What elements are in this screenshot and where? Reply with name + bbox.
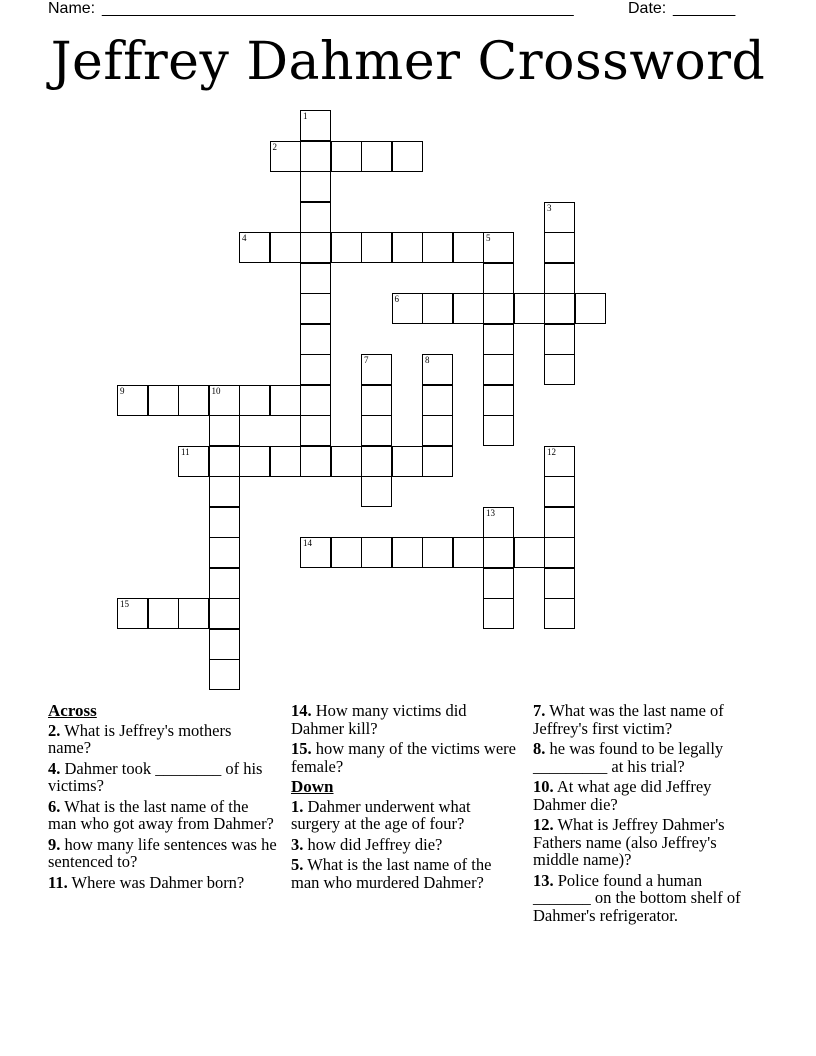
clue-num: 8. xyxy=(533,739,546,758)
grid-cell[interactable] xyxy=(361,415,392,446)
grid-cell[interactable] xyxy=(392,232,423,263)
clue-num: 1. xyxy=(291,796,304,816)
grid-cell[interactable] xyxy=(361,232,392,263)
grid-cell[interactable] xyxy=(422,354,453,385)
grid-cell[interactable] xyxy=(422,537,453,568)
grid-cell[interactable] xyxy=(300,171,331,202)
grid-cell[interactable] xyxy=(209,629,240,660)
clue xyxy=(533,702,763,737)
grid-cell[interactable] xyxy=(483,263,514,294)
clues-column-3 xyxy=(533,702,763,927)
clue xyxy=(48,760,278,795)
clue-text: How many victims did Dahmer kill? xyxy=(291,701,467,738)
grid-cell[interactable] xyxy=(361,537,392,568)
grid-cell[interactable] xyxy=(483,507,514,538)
clue xyxy=(48,722,278,757)
grid-cell[interactable] xyxy=(209,415,240,446)
grid-cell[interactable] xyxy=(178,598,209,629)
clue-text: how many of the victims were female? xyxy=(291,739,516,776)
grid-cell[interactable] xyxy=(270,385,301,416)
clue-number: 2 xyxy=(272,141,277,152)
grid-cell[interactable] xyxy=(392,141,423,172)
grid-cell[interactable] xyxy=(453,293,484,324)
clue-num: 13. xyxy=(533,870,554,890)
grid-cell[interactable] xyxy=(544,507,575,538)
grid-cell[interactable] xyxy=(209,537,240,568)
clue-text: What is Jeffrey's mothers name? xyxy=(48,720,232,757)
grid-cell[interactable] xyxy=(544,232,575,263)
clue-number: 11 xyxy=(181,446,190,457)
grid-cell[interactable] xyxy=(544,537,575,568)
grid-cell[interactable] xyxy=(300,293,331,324)
clue-number: 14 xyxy=(303,538,312,548)
grid-cell[interactable] xyxy=(331,232,362,263)
grid-cell[interactable] xyxy=(483,385,514,416)
date-blank[interactable]: _______ xyxy=(673,0,736,17)
clue-num: 6. xyxy=(48,796,61,816)
grid-cell[interactable] xyxy=(483,293,514,324)
name-blank[interactable]: _____________________________________________________ xyxy=(102,0,574,17)
grid-cell[interactable] xyxy=(422,385,453,416)
clue-text: At what age did Jeffrey Dahmer die? xyxy=(533,777,712,814)
grid-cell[interactable] xyxy=(331,537,362,568)
down-heading: Down xyxy=(291,777,334,796)
grid-cell[interactable] xyxy=(209,446,240,477)
grid-cell[interactable] xyxy=(300,263,331,294)
grid-cell[interactable] xyxy=(300,537,331,568)
grid-cell[interactable] xyxy=(117,598,148,629)
clue-text: Where was Dahmer born? xyxy=(67,872,245,892)
grid-cell[interactable] xyxy=(148,385,179,416)
grid-cell[interactable] xyxy=(483,568,514,599)
grid-cell[interactable] xyxy=(544,293,575,324)
grid-cell[interactable] xyxy=(361,476,392,507)
clue xyxy=(48,836,278,871)
clue-num: 10. xyxy=(533,777,554,796)
clue xyxy=(533,816,763,869)
clue-text: What is the last name of the man who got away from Dahmer? xyxy=(48,796,274,833)
grid-cell[interactable] xyxy=(483,537,514,568)
clue-num: 15. xyxy=(291,739,312,758)
grid-cell[interactable] xyxy=(361,141,392,172)
grid-cell[interactable] xyxy=(483,324,514,355)
clue-number: 12 xyxy=(547,446,556,457)
grid-cell[interactable] xyxy=(544,446,575,477)
grid-cell[interactable] xyxy=(117,385,148,416)
grid-cell[interactable] xyxy=(361,354,392,385)
clue xyxy=(291,798,521,833)
clue-text: Police found a human _______ on the bottom shelf of Dahmer's refrigerator. xyxy=(533,870,741,925)
grid-cell[interactable] xyxy=(300,202,331,233)
grid-cell[interactable] xyxy=(148,598,179,629)
date-label: Date: xyxy=(628,0,671,17)
grid-cell[interactable] xyxy=(331,446,362,477)
grid-cell[interactable] xyxy=(361,385,392,416)
grid-cell[interactable] xyxy=(483,232,514,263)
clue-num: 4. xyxy=(48,758,61,778)
clue xyxy=(48,874,278,892)
grid-cell[interactable] xyxy=(270,446,301,477)
grid-cell[interactable] xyxy=(453,232,484,263)
grid-cell[interactable] xyxy=(483,598,514,629)
grid-cell[interactable] xyxy=(544,263,575,294)
grid-cell[interactable] xyxy=(300,446,331,477)
clue-text: Dahmer underwent what surgery at the age of four? xyxy=(291,796,471,833)
grid-cell[interactable] xyxy=(239,446,270,477)
grid-cell[interactable] xyxy=(361,446,392,477)
grid-cell[interactable] xyxy=(209,659,240,690)
grid-cell[interactable] xyxy=(514,537,545,568)
clue-number: 9 xyxy=(120,385,125,396)
clue xyxy=(291,740,521,775)
grid-cell[interactable] xyxy=(392,537,423,568)
clue-text: how many life sentences was he sentenced to? xyxy=(48,834,277,871)
clue-number: 5 xyxy=(486,233,491,243)
clue-number: 8 xyxy=(425,355,430,365)
clue-text: how did Jeffrey die? xyxy=(303,834,443,854)
grid-cell[interactable] xyxy=(209,385,240,416)
clue-text: Dahmer took ________ of his victims? xyxy=(48,758,263,795)
clue-text: What is Jeffrey Dahmer's Fathers name (also Jeffrey's middle name)? xyxy=(533,815,725,869)
grid-cell[interactable] xyxy=(209,476,240,507)
clue xyxy=(533,740,763,775)
grid-cell[interactable] xyxy=(544,324,575,355)
grid-cell[interactable] xyxy=(544,202,575,233)
grid-cell[interactable] xyxy=(300,232,331,263)
grid-cell[interactable] xyxy=(300,141,331,172)
grid-cell[interactable] xyxy=(483,415,514,446)
grid-cell[interactable] xyxy=(422,415,453,446)
clue xyxy=(291,836,521,854)
across-heading: Across xyxy=(48,701,97,720)
grid-cell[interactable] xyxy=(453,537,484,568)
clue-number: 1 xyxy=(303,111,308,121)
grid-cell[interactable] xyxy=(300,354,331,385)
clue-number: 4 xyxy=(242,233,247,243)
grid-cell[interactable] xyxy=(483,354,514,385)
grid-cell[interactable] xyxy=(178,385,209,416)
clue-number: 3 xyxy=(547,202,552,213)
clues-column-2 xyxy=(291,702,521,894)
grid-cell[interactable] xyxy=(422,232,453,263)
grid-cell[interactable] xyxy=(544,568,575,599)
clue-number: 6 xyxy=(394,294,399,304)
clue-number: 15 xyxy=(120,599,129,609)
clue-num: 2. xyxy=(48,720,61,740)
grid-cell[interactable] xyxy=(422,293,453,324)
clue-num: 9. xyxy=(48,834,61,854)
clue-num: 11. xyxy=(48,872,68,892)
clue xyxy=(533,778,763,813)
clue-num: 5. xyxy=(291,855,304,874)
grid-cell[interactable] xyxy=(422,446,453,477)
clue-num: 3. xyxy=(291,834,304,854)
grid-cell[interactable] xyxy=(300,415,331,446)
grid-cell[interactable] xyxy=(514,293,545,324)
clue-text: he was found to be legally _________ at his trial? xyxy=(533,739,724,776)
clue-number: 13 xyxy=(486,507,495,518)
clue-num: 12. xyxy=(533,815,554,834)
clue-number: 7 xyxy=(364,355,369,365)
grid-cell[interactable] xyxy=(575,293,606,324)
grid-cell[interactable] xyxy=(300,110,331,141)
clue-num: 7. xyxy=(533,701,546,720)
clue xyxy=(48,798,278,833)
grid-cell[interactable] xyxy=(300,324,331,355)
page-title: Jeffrey Dahmer Crossword xyxy=(50,32,766,92)
grid-cell[interactable] xyxy=(209,568,240,599)
grid-cell[interactable] xyxy=(392,293,423,324)
grid-cell[interactable] xyxy=(239,232,270,263)
grid-cell[interactable] xyxy=(270,141,301,172)
clue-number: 10 xyxy=(211,385,221,396)
clue xyxy=(291,702,521,737)
clue-text: What is the last name of the man who murdered Dahmer? xyxy=(291,855,492,892)
name-label: Name: xyxy=(48,0,100,17)
grid-cell[interactable] xyxy=(209,598,240,629)
grid-cell[interactable] xyxy=(178,446,209,477)
grid-cell[interactable] xyxy=(270,232,301,263)
grid-cell[interactable] xyxy=(209,507,240,538)
clue xyxy=(533,872,763,925)
clue-num: 14. xyxy=(291,701,312,720)
clue-text: What was the last name of Jeffrey's first victim? xyxy=(533,701,724,738)
grid-cell[interactable] xyxy=(544,354,575,385)
grid-cell[interactable] xyxy=(239,385,270,416)
clues-column-1 xyxy=(48,702,278,894)
grid-cell[interactable] xyxy=(300,385,331,416)
clue xyxy=(291,856,521,891)
grid-cell[interactable] xyxy=(331,141,362,172)
grid-cell[interactable] xyxy=(544,476,575,507)
grid-cell[interactable] xyxy=(544,598,575,629)
grid-cell[interactable] xyxy=(392,446,423,477)
